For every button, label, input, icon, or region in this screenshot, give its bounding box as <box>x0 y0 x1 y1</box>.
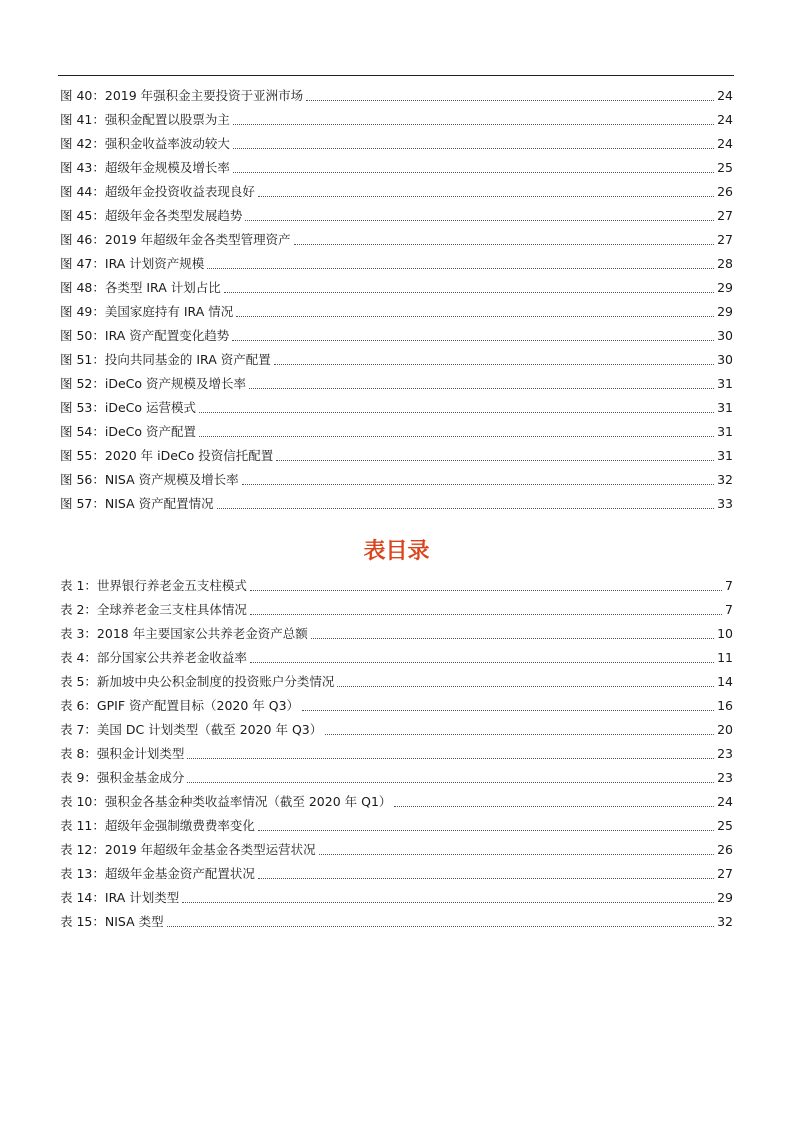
dot-leader <box>250 590 722 591</box>
dot-leader <box>233 148 714 149</box>
toc-entry-label[interactable]: 表 7：美国 DC 计划类型（截至 2020 年 Q3） <box>60 722 323 737</box>
table-list-heading: 表目录 <box>363 539 430 564</box>
toc-entry-table-3[interactable] <box>60 622 733 646</box>
toc-entry-page[interactable]: 7 <box>725 578 733 593</box>
dot-leader <box>250 662 714 663</box>
dot-leader <box>233 172 714 173</box>
toc-entry-page[interactable]: 29 <box>717 890 733 905</box>
toc-entry-page[interactable]: 30 <box>717 352 733 367</box>
table-list <box>60 574 733 934</box>
dot-leader <box>319 854 714 855</box>
toc-entry-page[interactable]: 26 <box>717 184 733 199</box>
toc-entry-label[interactable]: 图 41：强积金配置以股票为主 <box>60 112 230 127</box>
toc-entry-label[interactable]: 表 13：超级年金基金资产配置状况 <box>60 866 255 881</box>
toc-entry-figure-52[interactable] <box>60 372 733 396</box>
toc-entry-page[interactable]: 25 <box>717 160 733 175</box>
toc-entry-page[interactable]: 31 <box>717 376 733 391</box>
toc-entry-page[interactable]: 23 <box>717 746 733 761</box>
toc-entry-figure-55[interactable] <box>60 444 733 468</box>
toc-entry-label[interactable]: 图 53：iDeCo 运营模式 <box>60 400 197 415</box>
dot-leader <box>224 292 714 293</box>
toc-entry-label[interactable]: 图 55：2020 年 iDeCo 投资信托配置 <box>60 448 274 463</box>
toc-entry-table-9[interactable] <box>60 766 733 790</box>
toc-entry-page[interactable]: 27 <box>717 866 733 881</box>
toc-entry-page[interactable]: 31 <box>717 448 733 463</box>
toc-entry-figure-54[interactable] <box>60 420 733 444</box>
toc-entry-label[interactable]: 图 52：iDeCo 资产规模及增长率 <box>60 376 247 391</box>
toc-entry-label[interactable]: 图 51：投向共同基金的 IRA 资产配置 <box>60 352 271 367</box>
toc-entry-figure-40[interactable] <box>60 84 733 108</box>
toc-entry-page[interactable]: 24 <box>717 794 733 809</box>
toc-entry-label[interactable]: 图 43：超级年金规模及增长率 <box>60 160 230 175</box>
toc-entry-page[interactable]: 14 <box>717 674 733 689</box>
dot-leader <box>258 878 714 879</box>
dot-leader <box>236 316 714 317</box>
toc-entry-page[interactable]: 23 <box>717 770 733 785</box>
toc-entry-label[interactable]: 表 10：强积金各基金种类收益率情况（截至 2020 年 Q1） <box>60 794 392 809</box>
toc-entry-figure-44[interactable] <box>60 180 733 204</box>
toc-entry-table-13[interactable] <box>60 862 733 886</box>
toc-entry-label[interactable]: 图 44：超级年金投资收益表现良好 <box>60 184 255 199</box>
toc-entry-page[interactable]: 32 <box>717 472 733 487</box>
dot-leader <box>232 340 714 341</box>
toc-entry-label[interactable]: 表 5：新加坡中央公积金制度的投资账户分类情况 <box>60 674 335 689</box>
toc-entry-page[interactable]: 30 <box>717 328 733 343</box>
toc-entry-figure-47[interactable] <box>60 252 733 276</box>
dot-leader <box>394 806 714 807</box>
dot-leader <box>187 782 714 783</box>
toc-entry-figure-42[interactable] <box>60 132 733 156</box>
toc-entry-figure-48[interactable] <box>60 276 733 300</box>
toc-entry-label[interactable]: 图 46：2019 年超级年金各类型管理资产 <box>60 232 291 247</box>
toc-entry-table-10[interactable] <box>60 790 733 814</box>
toc-entry-label[interactable]: 表 12：2019 年超级年金基金各类型运营状况 <box>60 842 316 857</box>
toc-entry-table-12[interactable] <box>60 838 733 862</box>
toc-entry-page[interactable]: 29 <box>717 280 733 295</box>
toc-entry-figure-46[interactable] <box>60 228 733 252</box>
toc-entry-label[interactable]: 图 56：NISA 资产规模及增长率 <box>60 472 239 487</box>
toc-entry-page[interactable]: 11 <box>717 650 733 665</box>
toc-entry-label[interactable]: 表 1：世界银行养老金五支柱模式 <box>60 578 247 593</box>
toc-entry-page[interactable]: 10 <box>717 626 733 641</box>
dot-leader <box>199 436 714 437</box>
dot-leader <box>311 638 714 639</box>
dot-leader <box>294 244 714 245</box>
dot-leader <box>182 902 714 903</box>
dot-leader <box>217 508 714 509</box>
toc-entry-label[interactable]: 图 49：美国家庭持有 IRA 情况 <box>60 304 234 319</box>
toc-entry-table-2[interactable] <box>60 598 733 622</box>
toc-entry-figure-57[interactable] <box>60 492 733 516</box>
toc-entry-table-1[interactable] <box>60 574 733 598</box>
toc-entry-label[interactable]: 表 9：强积金基金成分 <box>60 770 185 785</box>
toc-entry-page[interactable]: 27 <box>717 232 733 247</box>
dot-leader <box>325 734 714 735</box>
dot-leader <box>250 614 722 615</box>
toc-entry-label[interactable]: 图 47：IRA 计划资产规模 <box>60 256 205 271</box>
toc-entry-label[interactable]: 图 45：超级年金各类型发展趋势 <box>60 208 243 223</box>
toc-entry-label[interactable]: 表 11：超级年金强制缴费费率变化 <box>60 818 255 833</box>
toc-entry-page[interactable]: 16 <box>717 698 733 713</box>
dot-leader <box>242 484 714 485</box>
figure-list <box>60 84 733 516</box>
toc-entry-table-11[interactable] <box>60 814 733 838</box>
toc-entry-table-7[interactable] <box>60 718 733 742</box>
toc-entry-table-5[interactable] <box>60 670 733 694</box>
toc-entry-label[interactable]: 图 42：强积金收益率波动较大 <box>60 136 230 151</box>
toc-entry-page[interactable]: 32 <box>717 914 733 929</box>
toc-entry-page[interactable]: 29 <box>717 304 733 319</box>
toc-entry-page[interactable]: 20 <box>717 722 733 737</box>
toc-entry-table-6[interactable] <box>60 694 733 718</box>
toc-entry-figure-53[interactable] <box>60 396 733 420</box>
toc-entry-table-4[interactable] <box>60 646 733 670</box>
toc-entry-label[interactable]: 表 3：2018 年主要国家公共养老金资产总额 <box>60 626 308 641</box>
toc-entry-label[interactable]: 表 14：IRA 计划类型 <box>60 890 180 905</box>
dot-leader <box>233 124 714 125</box>
toc-entry-page[interactable]: 33 <box>717 496 733 511</box>
toc-entry-figure-50[interactable] <box>60 324 733 348</box>
toc-entry-page[interactable]: 25 <box>717 818 733 833</box>
dot-leader <box>167 926 714 927</box>
toc-entry-figure-56[interactable] <box>60 468 733 492</box>
toc-entry-label[interactable]: 图 40：2019 年强积金主要投资于亚洲市场 <box>60 88 304 103</box>
toc-entry-page[interactable]: 24 <box>717 136 733 151</box>
toc-entry-figure-49[interactable] <box>60 300 733 324</box>
toc-entry-label[interactable]: 表 2：全球养老金三支柱具体情况 <box>60 602 247 617</box>
toc-entry-page[interactable]: 31 <box>717 424 733 439</box>
toc-entry-table-15[interactable] <box>60 910 733 934</box>
dot-leader <box>274 364 714 365</box>
dot-leader <box>245 220 714 221</box>
toc-entry-table-14[interactable] <box>60 886 733 910</box>
dot-leader <box>249 388 714 389</box>
toc-entry-figure-43[interactable] <box>60 156 733 180</box>
toc-entry-figure-51[interactable] <box>60 348 733 372</box>
dot-leader <box>302 710 714 711</box>
toc-entry-figure-41[interactable] <box>60 108 733 132</box>
toc-entry-label[interactable]: 表 6：GPIF 资产配置目标（2020 年 Q3） <box>60 698 300 713</box>
toc-entry-label[interactable]: 表 15：NISA 类型 <box>60 914 164 929</box>
dot-leader <box>337 686 714 687</box>
dot-leader <box>258 830 714 831</box>
dot-leader <box>276 460 714 461</box>
dot-leader <box>199 412 714 413</box>
toc-entry-page[interactable]: 26 <box>717 842 733 857</box>
toc-entry-page[interactable]: 28 <box>717 256 733 271</box>
toc-entry-label[interactable]: 表 8：强积金计划类型 <box>60 746 185 761</box>
dot-leader <box>258 196 714 197</box>
header-rule <box>58 75 734 76</box>
toc-entry-page[interactable]: 31 <box>717 400 733 415</box>
toc-entry-page[interactable]: 24 <box>717 88 733 103</box>
toc-entry-page[interactable]: 7 <box>725 602 733 617</box>
dot-leader <box>306 100 714 101</box>
dot-leader <box>187 758 714 759</box>
dot-leader <box>207 268 714 269</box>
toc-entry-label[interactable]: 图 57：NISA 资产配置情况 <box>60 496 214 511</box>
toc-entry-label[interactable]: 表 4：部分国家公共养老金收益率 <box>60 650 247 665</box>
toc-entry-label[interactable]: 图 54：iDeCo 资产配置 <box>60 424 197 439</box>
toc-entry-label[interactable]: 图 48：各类型 IRA 计划占比 <box>60 280 221 295</box>
toc-entry-figure-45[interactable] <box>60 204 733 228</box>
toc-entry-page[interactable]: 27 <box>717 208 733 223</box>
toc-entry-page[interactable]: 24 <box>717 112 733 127</box>
toc-entry-table-8[interactable] <box>60 742 733 766</box>
toc-entry-label[interactable]: 图 50：IRA 资产配置变化趋势 <box>60 328 230 343</box>
